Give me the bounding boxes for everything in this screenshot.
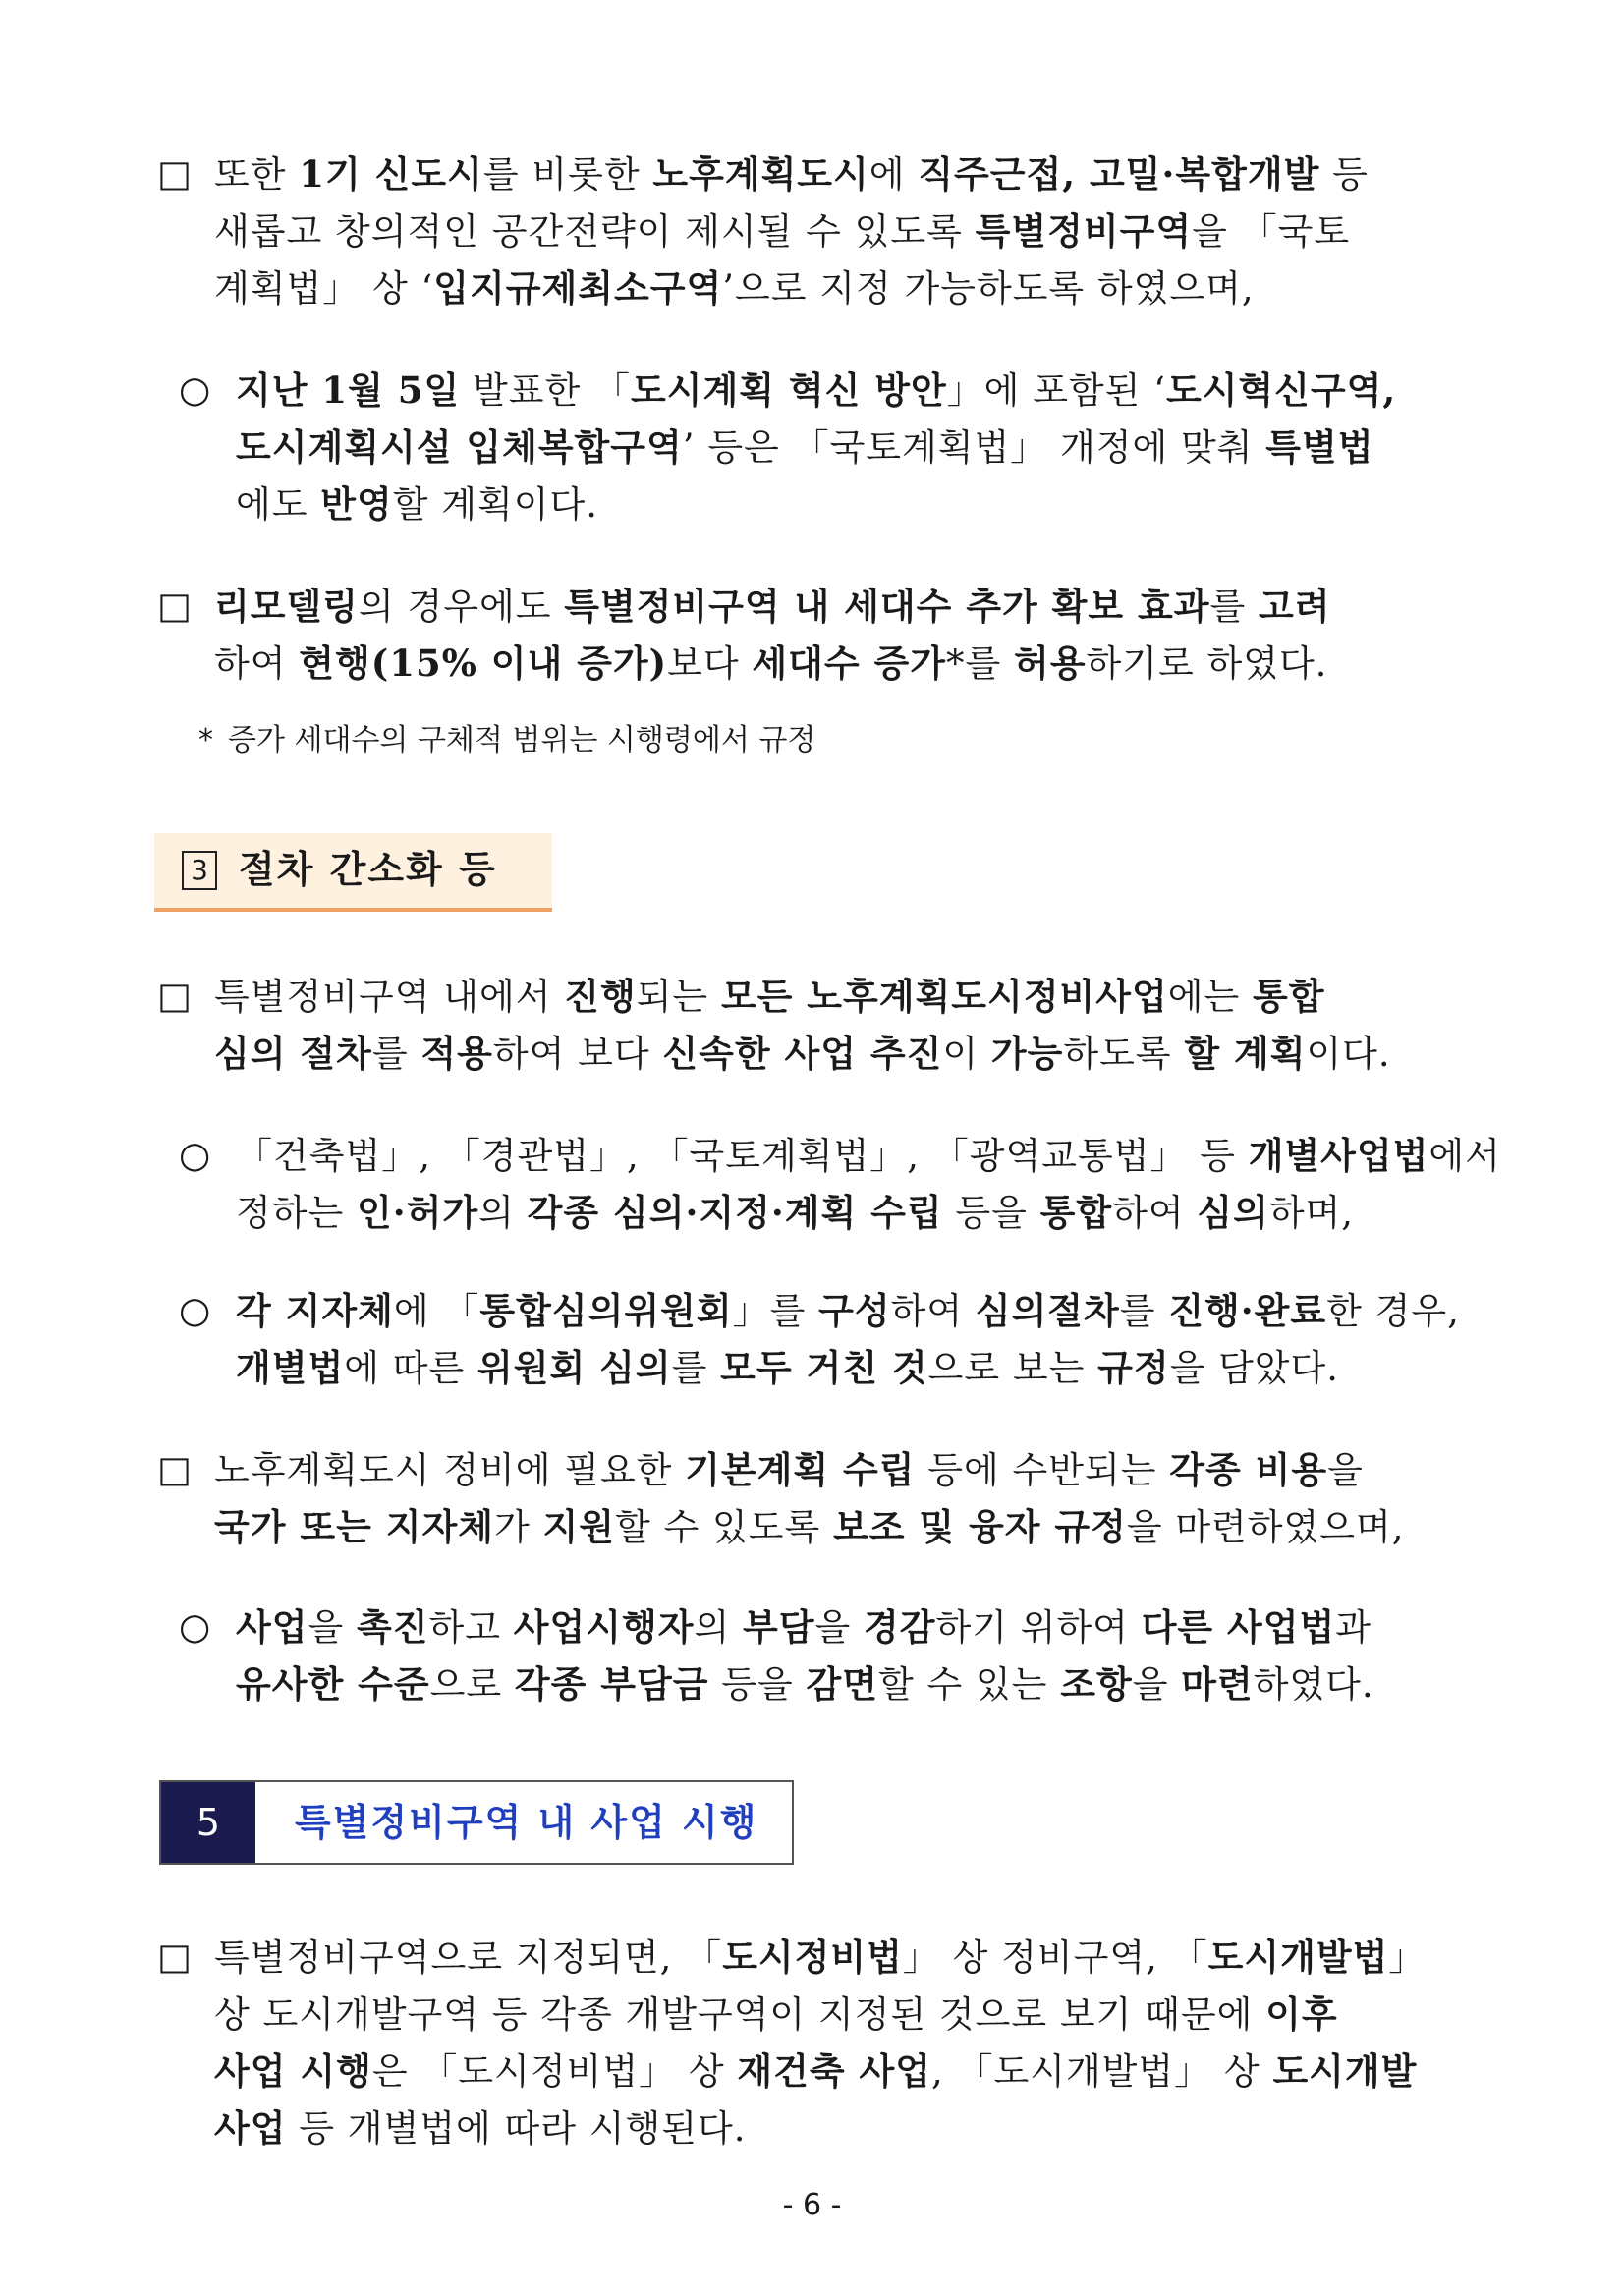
text-run: 이다.	[1306, 1033, 1391, 1075]
text-run: 을	[1327, 1449, 1364, 1491]
bold-text-run: 유사한 수준	[236, 1662, 430, 1706]
text-run: 보다	[667, 643, 753, 685]
text-run: 할 수 있도록	[614, 1506, 833, 1548]
bold-text-run: 사업 시행	[214, 2049, 372, 2093]
text-run: 하고	[428, 1606, 514, 1649]
text-run: 를 비롯한	[482, 153, 653, 196]
text-run: 되는	[636, 976, 721, 1018]
text-run: 」	[1388, 1936, 1427, 1979]
text-run: 과	[1335, 1606, 1372, 1649]
text-run: 하여	[214, 643, 300, 685]
text-run: 을	[308, 1606, 357, 1649]
bold-text-run: 조항	[1060, 1662, 1133, 1706]
bold-text-run: 특별법	[1265, 425, 1374, 469]
para-line	[214, 968, 1324, 1026]
para-line	[214, 635, 1327, 693]
text-run: 에는	[1167, 976, 1253, 1018]
text-run: 를	[371, 1033, 421, 1075]
text-run: 할 수 있는	[877, 1663, 1061, 1706]
para-line	[214, 2043, 1417, 2100]
text-run: 하도록	[1063, 1033, 1185, 1075]
bold-text-run: 이후	[1265, 1992, 1338, 2036]
bold-text-run: 위원회 심의	[476, 1346, 672, 1389]
bold-text-run: 심의절차	[975, 1289, 1120, 1332]
text-run: *를	[945, 643, 1014, 685]
bold-text-run: 개별법	[236, 1346, 345, 1389]
bold-text-run: 현행(15% 이내 증가)	[299, 642, 668, 685]
bold-text-run: 할 계획	[1184, 1032, 1307, 1075]
circle-bullet: ○	[179, 1134, 211, 1176]
text-run: 가	[493, 1506, 543, 1548]
text-run: 정하는	[236, 1192, 357, 1234]
text-run: 을 담았다.	[1169, 1347, 1340, 1389]
bold-text-run: 진행·완료	[1168, 1289, 1327, 1332]
text-run: 으로 보는	[927, 1347, 1098, 1389]
bold-text-run: 부담	[742, 1605, 815, 1649]
text-run: 으로	[429, 1663, 515, 1706]
bold-text-run: 구성	[818, 1289, 891, 1332]
text-run: 등 개별법에 따라 시행된다.	[286, 2107, 747, 2150]
bold-text-run: 지난 1월 5일	[236, 368, 461, 412]
para-line	[236, 1184, 1354, 1242]
text-run: 에 「	[393, 1290, 480, 1332]
section-3-number: 3	[182, 851, 217, 890]
text-run: 또한	[214, 153, 300, 196]
bold-text-run: 마련	[1181, 1662, 1254, 1706]
text-run: 특별정비구역으로 지정되면, 「	[214, 1936, 723, 1979]
bold-text-run: 도시개발법	[1207, 1935, 1389, 1979]
bold-text-run: 각종 심의·지정·계획 수립	[527, 1191, 943, 1234]
bold-text-run: 심의	[1197, 1191, 1269, 1234]
text-run: 등	[1319, 153, 1369, 196]
text-run: 등에 수반되는	[915, 1449, 1170, 1491]
bold-text-run: 리모델링	[214, 585, 359, 628]
text-run: 한 경우,	[1326, 1290, 1460, 1332]
bold-text-run: 모든 노후계획도시정비사업	[720, 975, 1168, 1018]
para-line	[236, 1655, 1374, 1713]
text-run: 」를	[732, 1290, 819, 1332]
bold-text-run: 허용	[1013, 642, 1087, 685]
square-bullet: □	[157, 152, 192, 195]
text-run: ’으로 지정 가능하도록 하였으며,	[722, 267, 1255, 309]
text-run: 을 마련하였으며,	[1126, 1506, 1405, 1548]
para-line	[236, 1282, 1460, 1340]
para-line	[214, 578, 1330, 636]
text-run: 에 따른	[344, 1347, 477, 1389]
bold-text-run: 반영	[320, 482, 393, 526]
bold-text-run: 촉진	[357, 1605, 429, 1649]
text-run: 에서	[1428, 1135, 1501, 1177]
footnote-asterisk: *	[198, 723, 213, 757]
bold-text-run: 진행	[564, 975, 637, 1018]
para-line	[214, 1025, 1391, 1083]
text-run: 하기로 하였다.	[1086, 643, 1328, 685]
bold-text-run: 1기 신도시	[299, 152, 483, 196]
circle-bullet: ○	[179, 368, 211, 411]
text-run: 「건축법」, 「경관법」, 「국토계획법」, 「광역교통법」 등	[236, 1135, 1249, 1177]
bold-text-run: 도시계획시설 입체복합구역	[236, 425, 683, 469]
text-run: 을	[814, 1606, 864, 1649]
bold-text-run: 세대수 증가	[752, 642, 946, 685]
bold-text-run: 노후계획도시	[652, 152, 869, 196]
para-line	[214, 145, 1369, 203]
text-run: ’ 등은 「국토계획법」 개정에 맞춰	[682, 426, 1266, 469]
text-run: 에도	[236, 483, 321, 526]
square-bullet: □	[157, 1448, 192, 1490]
text-run: 은 「도시정비법」 상	[371, 2050, 738, 2093]
text-run: 하였다.	[1253, 1663, 1374, 1706]
text-run: 의 경우에도	[358, 586, 565, 628]
bold-text-run: 특별정비구역	[975, 209, 1193, 252]
square-bullet: □	[157, 1935, 192, 1978]
bold-text-run: 사업	[236, 1605, 308, 1649]
bold-text-run: 경감	[863, 1605, 936, 1649]
text-run: 상 도시개발구역 등 각종 개발구역이 지정된 것으로 보기 때문에	[214, 1993, 1266, 2036]
text-run: 할 계획이다.	[392, 483, 598, 526]
text-run: 」 상 정비구역, 「	[902, 1936, 1208, 1979]
bold-text-run: 기본계획 수립	[685, 1448, 916, 1491]
text-run: 특별정비구역 내에서	[214, 976, 565, 1018]
bold-text-run: 통합	[1252, 975, 1325, 1018]
bold-text-run: 통합심의위원회	[479, 1289, 733, 1332]
text-run: 등을	[942, 1192, 1040, 1234]
bold-text-run: 각종 비용	[1169, 1448, 1328, 1491]
text-run: 의	[478, 1192, 528, 1234]
text-run: 계획법」 상 ‘	[214, 267, 434, 309]
bold-text-run: 각종 부담금	[514, 1662, 709, 1706]
text-run: 의	[694, 1606, 743, 1649]
text-run: 새롭고 창의적인 공간전략이 제시될 수 있도록	[214, 210, 976, 252]
bold-text-run: 지원	[542, 1505, 615, 1548]
para-line	[214, 1498, 1405, 1556]
para-line	[214, 1986, 1338, 2044]
text-run: 발표한 「	[460, 369, 631, 412]
footnote-text	[228, 719, 815, 762]
text-run: 하기 위하여	[935, 1606, 1142, 1649]
bold-text-run: 입지규제최소구역	[433, 266, 723, 309]
text-run: 에	[868, 153, 919, 196]
text-run: 하며,	[1268, 1192, 1355, 1234]
text-run: 를	[671, 1347, 721, 1389]
bold-text-run: 각 지자체	[236, 1289, 394, 1332]
para-line	[236, 1598, 1372, 1656]
bold-text-run: 사업	[214, 2106, 287, 2150]
bold-text-run: 인·허가	[357, 1191, 479, 1234]
text-run: 이	[942, 1033, 991, 1075]
para-line	[214, 2100, 746, 2157]
text-run: 을 「국토	[1192, 210, 1351, 252]
para-line	[236, 362, 1396, 420]
bold-text-run: 감면	[806, 1662, 878, 1706]
para-line	[214, 202, 1350, 260]
square-bullet: □	[157, 585, 192, 627]
circle-bullet: ○	[179, 1289, 211, 1331]
para-line	[214, 259, 1255, 317]
bold-text-run: 통합	[1039, 1191, 1113, 1234]
text-run: 등을	[708, 1663, 807, 1706]
page-number: - 6 -	[782, 2188, 842, 2222]
section-5-header	[159, 1780, 794, 1865]
para-line	[236, 476, 598, 533]
section-5-title: 특별정비구역 내 사업 시행	[295, 1801, 758, 1844]
section-3-title: 절차 간소화 등	[239, 848, 497, 891]
text-run: , 「도시개발법」 상	[930, 2050, 1273, 2093]
text-run: 노후계획도시 정비에 필요한	[214, 1449, 686, 1491]
text-run: 를	[1119, 1290, 1169, 1332]
text-run: 를	[1209, 586, 1259, 628]
text-run: 증가 세대수의 구체적 범위는 시행령에서 규정	[228, 723, 816, 757]
bold-text-run: 도시혁신구역,	[1165, 368, 1397, 412]
bold-text-run: 직주근접, 고밀·복합개발	[918, 152, 1320, 196]
bold-text-run: 모두 거친 것	[720, 1346, 928, 1389]
bold-text-run: 국가 또는 지자체	[214, 1505, 494, 1548]
text-run: 하여	[890, 1290, 976, 1332]
para-line	[214, 1441, 1364, 1499]
bold-text-run: 다른 사업법	[1141, 1605, 1336, 1649]
bold-text-run: 도시개발	[1272, 2049, 1418, 2093]
bold-text-run: 신속한 사업 추진	[662, 1032, 943, 1075]
bold-text-run: 적용	[420, 1032, 493, 1075]
bold-text-run: 도시계획 혁신 방안	[630, 368, 947, 412]
bold-text-run: 사업시행자	[513, 1605, 695, 1649]
para-line	[236, 1127, 1501, 1185]
bold-text-run: 재건축 사업	[737, 2049, 931, 2093]
text-run: 하여 보다	[492, 1033, 663, 1075]
para-line	[236, 1339, 1339, 1397]
text-run: 하여	[1112, 1192, 1198, 1234]
bold-text-run: 보조 및 융자 규정	[832, 1505, 1127, 1548]
bold-text-run: 특별정비구역 내 세대수 추가 확보 효과	[564, 585, 1210, 628]
square-bullet: □	[157, 975, 192, 1017]
section-3-header	[154, 833, 552, 912]
para-line	[214, 1929, 1426, 1987]
bold-text-run: 심의 절차	[214, 1032, 372, 1075]
bold-text-run: 개별사업법	[1248, 1134, 1429, 1177]
text-run: 」에 포함된 ‘	[946, 369, 1166, 412]
bold-text-run: 규정	[1097, 1346, 1170, 1389]
text-run: 을	[1132, 1663, 1182, 1706]
para-line	[236, 419, 1374, 476]
circle-bullet: ○	[179, 1605, 211, 1648]
section-5-number: 5	[161, 1782, 255, 1863]
bold-text-run: 도시정비법	[722, 1935, 903, 1979]
bold-text-run: 가능	[990, 1032, 1064, 1075]
bold-text-run: 고려	[1259, 585, 1331, 628]
